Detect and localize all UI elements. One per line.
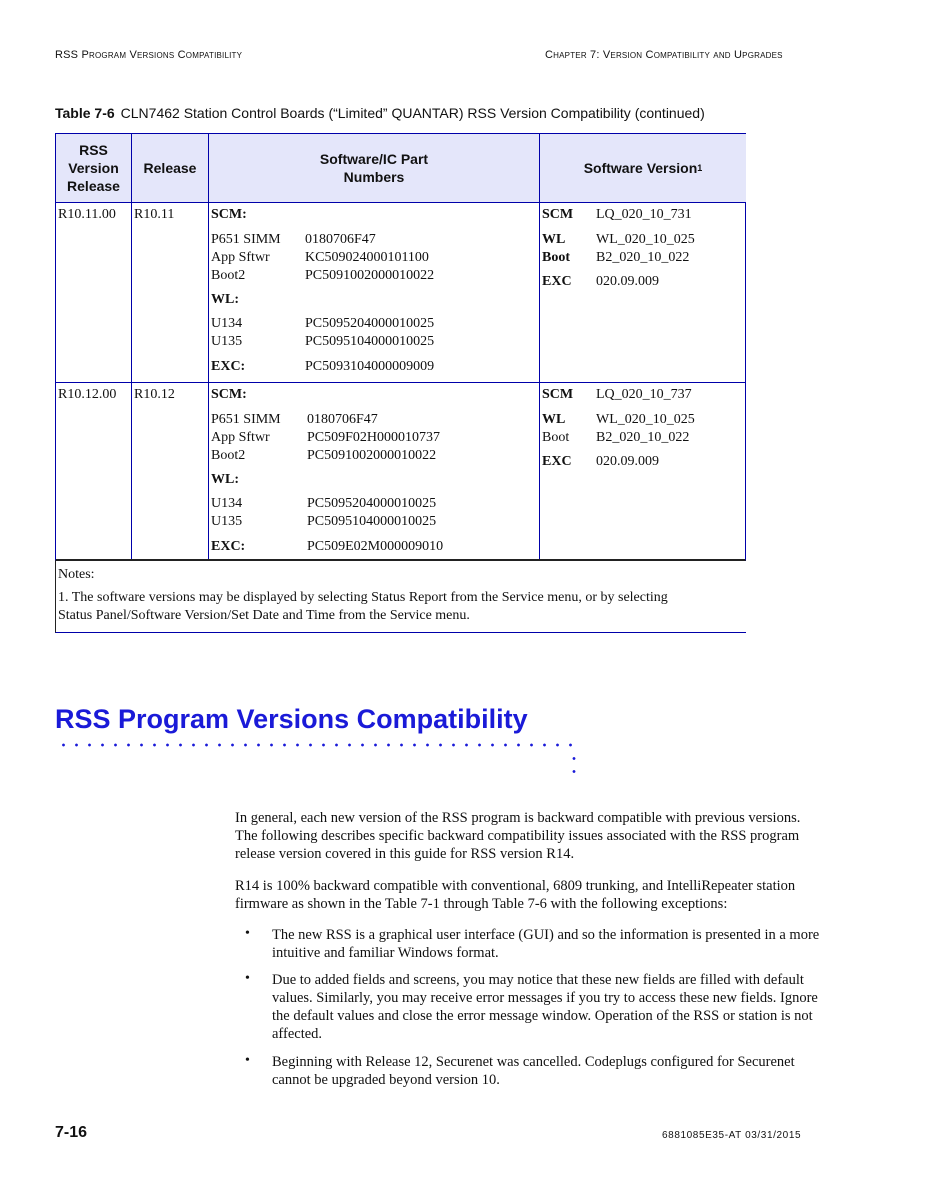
cell-boot-value: PC5091002000010022	[307, 448, 437, 463]
row-divider	[56, 202, 745, 203]
cell-rss-version: R10.12.00	[58, 387, 117, 402]
cell-version-wl-label	[542, 231, 565, 249]
bullet-marker: •	[245, 1053, 250, 1068]
cell-boot-label: Boot2	[211, 268, 246, 283]
bullet-item: Beginning with Release 12, Securenet was cancelled. Codeplugs configured for Securenet cannot be upgraded beyond version 10.	[272, 1054, 795, 1088]
cell-wl-label	[211, 291, 239, 309]
cell-version-exc-label	[542, 453, 572, 471]
cell-u135-label: U135	[211, 514, 243, 529]
header-rss-version: RSS Version Release	[56, 134, 131, 202]
cell-u134-value: PC5095204000010025	[305, 316, 435, 331]
paragraph-intro: In general, each new version of the RSS program is backward compatible with previous versions. The following describes specific backward compatibility issues associated with the RSS program release version covered in this guide for RSS version R14.	[235, 810, 801, 862]
scm-heading: SCM:	[211, 207, 247, 222]
note-1-line-1: 1. The software versions may be displayed by selecting Status Report from the Service menu, or by selecting	[58, 590, 668, 605]
cell-version-wl-label	[542, 411, 565, 429]
paragraph-exceptions: R14 is 100% backward compatible with conventional, 6809 trunking, and IntelliRepeater station firmware as shown in the Table 7-1 through Table 7-6 with the following exceptions:	[235, 878, 796, 912]
header-part-numbers: Software/IC Part Numbers	[209, 134, 539, 202]
bullet-marker: •	[245, 971, 250, 986]
cell-release: R10.11	[134, 207, 175, 222]
cell-release: R10.12	[134, 387, 175, 402]
cell-version-boot-label: Boot	[542, 430, 570, 445]
cell-u135-value: PC5095104000010025	[305, 334, 435, 349]
cell-u134-label: U134	[211, 496, 243, 511]
cell-u134-value: PC5095204000010025	[307, 496, 437, 511]
bullet-item: Due to added fields and screens, you may notice that these new fields are filled with default values. Similarly, you may receive error messages if you try to access these new fields. Ignore the default values and close the error message window. Operation of the RSS or station is not affected.	[272, 972, 818, 1042]
cell-p651-label: P651 SIMM	[211, 232, 281, 247]
wl-heading: WL:	[211, 292, 239, 307]
cell-app-label: App Sftwr	[211, 250, 270, 265]
table-notes	[55, 561, 746, 633]
cell-version-scm-value: LQ_020_10_731	[596, 207, 692, 222]
header-software-version	[540, 134, 746, 202]
note-1-line-2: Status Panel/Software Version/Set Date and Time from the Service menu.	[58, 608, 470, 623]
cell-exc-label	[211, 538, 245, 556]
version-scm-heading: SCM	[542, 207, 574, 222]
bullet-item: The new RSS is a graphical user interface (GUI) and so the information is presented in a more intuitive and familiar Windows format.	[272, 927, 820, 961]
running-header-left: RSS Program Versions Compatibility	[55, 49, 243, 61]
column-divider	[208, 134, 209, 559]
version-exc-heading: EXC	[542, 274, 572, 289]
cell-version-boot-value: B2_020_10_022	[596, 250, 690, 265]
table-caption	[55, 105, 705, 121]
running-header-right: Chapter 7: Version Compatibility and Upgrades	[545, 49, 783, 61]
column-divider	[131, 134, 132, 559]
wl-heading: WL:	[211, 472, 239, 487]
cell-boot-label: Boot2	[211, 448, 246, 463]
version-wl-heading: WL	[542, 412, 566, 427]
cell-p651-value: 0180706F47	[305, 232, 376, 247]
header-software-version-label: Software Version	[583, 160, 698, 176]
page-number: 7-16	[55, 1124, 88, 1141]
header-release: Release	[132, 134, 208, 202]
cell-app-label: App Sftwr	[211, 430, 270, 445]
cell-u134-label: U134	[211, 316, 243, 331]
exc-heading: EXC:	[211, 359, 246, 374]
column-divider	[539, 134, 540, 559]
cell-u135-label: U135	[211, 334, 243, 349]
row-divider	[56, 382, 745, 383]
cell-exc-value: PC5093104000009009	[305, 359, 435, 374]
cell-version-wl-value: WL_020_10_025	[596, 412, 695, 427]
dotted-rule	[57, 738, 577, 752]
version-boot-heading: Boot	[542, 250, 570, 265]
section-title: RSS Program Versions Compatibility	[55, 704, 528, 734]
cell-u135-value: PC5095104000010025	[307, 514, 437, 529]
cell-version-exc-value: 020.09.009	[596, 454, 659, 469]
table-caption-text: CLN7462 Station Control Boards (“Limited” QUANTAR) RSS Version Compatibility (continued)	[120, 105, 705, 121]
cell-version-scm-label	[542, 386, 573, 404]
cell-scm-label	[211, 386, 247, 404]
cell-exc-value: PC509E02M000009010	[307, 539, 444, 554]
cell-boot-value: PC5091002000010022	[305, 268, 435, 283]
cell-version-scm-label	[542, 206, 573, 224]
cell-version-boot-value: B2_020_10_022	[596, 430, 690, 445]
dotted-rule-vertical	[570, 752, 578, 782]
cell-version-exc-label	[542, 273, 572, 291]
version-wl-heading: WL	[542, 232, 566, 247]
version-exc-heading: EXC	[542, 454, 572, 469]
cell-version-boot-label	[542, 249, 570, 267]
notes-title: Notes:	[58, 567, 95, 582]
compatibility-table	[55, 133, 746, 561]
footnote-marker: 1	[697, 163, 703, 173]
version-scm-heading: SCM	[542, 387, 574, 402]
cell-app-value: KC509024000101100	[305, 250, 429, 265]
cell-version-exc-value: 020.09.009	[596, 274, 659, 289]
cell-p651-value: 0180706F47	[307, 412, 378, 427]
document-id: 6881085E35-AT 03/31/2015	[662, 1130, 802, 1141]
bullet-marker: •	[245, 926, 250, 941]
cell-p651-label: P651 SIMM	[211, 412, 281, 427]
exc-heading: EXC:	[211, 539, 246, 554]
cell-rss-version: R10.11.00	[58, 207, 116, 222]
table-caption-label: Table 7-6	[55, 105, 115, 121]
cell-scm-label	[211, 206, 247, 224]
cell-version-wl-value: WL_020_10_025	[596, 232, 695, 247]
scm-heading: SCM:	[211, 387, 247, 402]
cell-wl-label	[211, 471, 239, 489]
cell-exc-label	[211, 358, 245, 376]
cell-app-value: PC509F02H000010737	[307, 430, 441, 445]
cell-version-scm-value: LQ_020_10_737	[596, 387, 692, 402]
